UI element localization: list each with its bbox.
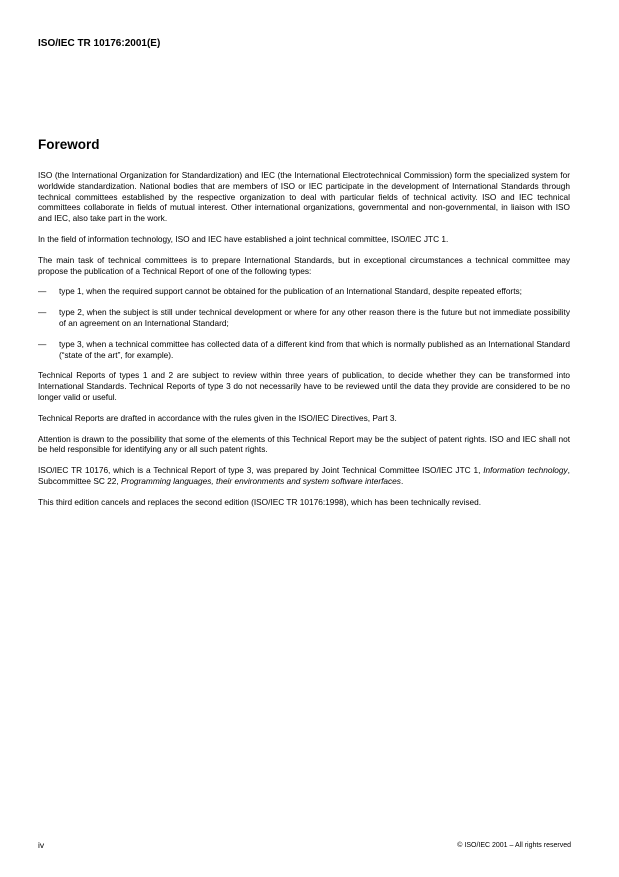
subcommittee-title: Programming languages, their environments and system software interfaces bbox=[121, 475, 401, 486]
paragraph-review: Technical Reports of types 1 and 2 are subject to review within three years of publication, to decide whether they can be transformed into International Standards. Technical Reports of type 3 do not necessarily have to be reviewed until the data they provide are considered to be no longer valid or useful. bbox=[38, 370, 570, 402]
report-types-list bbox=[38, 286, 570, 360]
list-item bbox=[38, 339, 570, 361]
prepared-by-text-1: ISO/IEC TR 10176, which is a Technical Report of type 3, was prepared by Joint Technical Committee ISO/IEC JTC 1, bbox=[38, 465, 484, 476]
page-title: Foreword bbox=[38, 137, 100, 152]
foreword-body bbox=[38, 170, 570, 518]
document-id-header: ISO/IEC TR 10176:2001(E) bbox=[38, 38, 161, 49]
list-item-text: type 1, when the required support cannot be obtained for the publication of an International Standard, despite repeated efforts; bbox=[59, 286, 522, 297]
committee-title: Information technology bbox=[483, 465, 568, 476]
paragraph-patent: Attention is drawn to the possibility that some of the elements of this Technical Report may be the subject of patent rights. ISO and IEC shall not be held responsible for identifying any or all such patent rights. bbox=[38, 433, 570, 455]
list-dash: — bbox=[38, 307, 47, 318]
copyright-notice: © ISO/IEC 2001 – All rights reserved bbox=[457, 842, 571, 849]
list-dash: — bbox=[38, 338, 47, 349]
list-item bbox=[38, 307, 570, 329]
prepared-by-text-3: . bbox=[400, 475, 404, 486]
paragraph-jtc1: In the field of information technology, ISO and IEC have established a joint technical committee, ISO/IEC JTC 1. bbox=[38, 233, 449, 244]
paragraph-directives: Technical Reports are drafted in accordance with the rules given in the ISO/IEC Directives, Part 3. bbox=[38, 412, 397, 423]
list-item bbox=[38, 286, 570, 297]
list-dash: — bbox=[38, 286, 47, 297]
paragraph-prepared-by bbox=[38, 465, 570, 487]
prepared-by-text-2: , Subcommittee SC 22, bbox=[38, 465, 570, 486]
paragraph-edition: This third edition cancels and replaces the second edition (ISO/IEC TR 10176:1998), which has been technically revised. bbox=[38, 496, 482, 507]
page-number: iv bbox=[38, 840, 45, 850]
paragraph-iso-iec-intro: ISO (the International Organization for Standardization) and IEC (the International Electrotechnical Commission) form the specialized system for worldwide standardization. National bodies that are members of ISO or IEC participate in the development of International Standards through technical committees established by the respective organization to deal with particular fields of technical activity. ISO and IEC technical committees collaborate in fields of mutual interest. Other international organizations, governmental and non-governmental, in liaison with ISO and IEC, also take part in the work. bbox=[38, 170, 570, 224]
paragraph-main-task: The main task of technical committees is to prepare International Standards, but in exceptional circumstances a technical committee may propose the publication of a Technical Report of one of the following types: bbox=[38, 254, 570, 276]
list-item-text: type 3, when a technical committee has collected data of a different kind from that which is normally published as an International Standard (“state of the art”, for example). bbox=[59, 338, 570, 360]
list-item-text: type 2, when the subject is still under technical development or where for any other reason there is the future but not immediate possibility of an agreement on an International Standard; bbox=[59, 307, 570, 328]
